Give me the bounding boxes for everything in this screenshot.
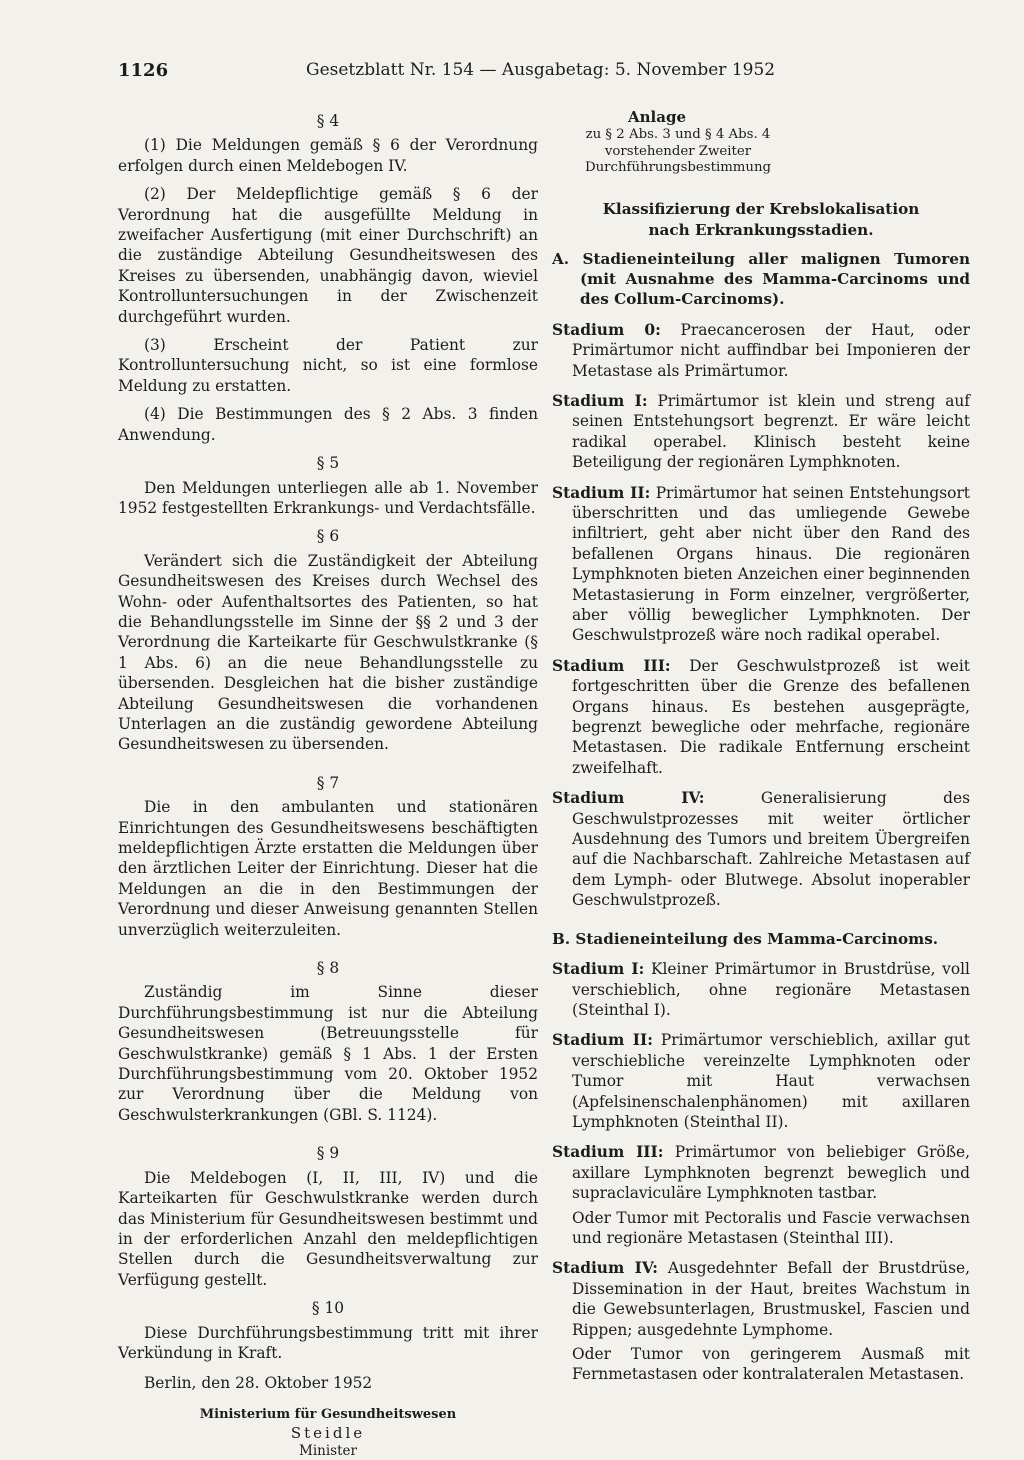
ministry-name: Ministerium für Gesundheitswesen: [199, 1406, 457, 1422]
stage-text: Ausgedehnter Befall der Brustdrüse, Dissemination in der Haut, breites Wachstum in die Gewebsunterlagen, Brustmuskel, Fascien und Rippen; ausgedehnte Lymphome.: [572, 1259, 970, 1339]
stage-text: Praecancerosen der Haut, oder Primärtumor nicht auffindbar bei Imponieren der Metastase als Primärtumor.: [572, 320, 970, 380]
paragraph: (2) Der Meldepflichtige gemäß § 6 der Verordnung hat die ausgefüllte Meldung in zweifacher Ausfertigung (mit einer Durchschrift) an die zuständige Abteilung Gesundheitswesen des Kreises zu übersenden, unabhängig davon, wieviel Kontrolluntersuchungen in der Zwischenzeit durchgeführt wurden.: [118, 185, 538, 326]
page-number: 1126: [118, 60, 169, 81]
stage-entry: [552, 959, 970, 1020]
stage-text: Generalisierung des Geschwulstprozesses mit weiter örtlicher Ausdehnung des Tumors und breitem Übergreifen auf die Nachbarschaft. Zahlreiche Metastasen auf dem Lymph- oder Blutwege. Absolut inoperabler Geschwulstprozeß.: [572, 789, 970, 910]
section-heading: § 4: [316, 112, 340, 130]
running-head: Gesetzblatt Nr. 154 — Ausgabetag: 5. November 1952: [306, 60, 776, 80]
stage-continuation: Oder Tumor mit Pectoralis und Fascie verwachsen und regionäre Metastasen (Steinthal III).: [572, 1208, 970, 1247]
paragraph: (3) Erscheint der Patient zur Kontrolluntersuchung nicht, so ist eine formlose Meldung zu erstatten.: [118, 336, 538, 395]
stage-text: Primärtumor ist klein und streng auf seinen Entstehungsort begrenzt. Er wäre leicht radikal operabel. Klinisch besteht keine Beteiligung der regionären Lymphknoten.: [572, 391, 970, 472]
stage-text: Primärtumor verschieblich, axillar gut verschiebliche vereinzelte Lymphknoten oder Tumor mit Haut verwachsen (Apfelsinenschalenphänomen) mit axillaren Lymphknoten (Steinthal II).: [572, 1031, 970, 1131]
paragraph: Die Meldebogen (I, II, III, IV) und die Karteikarten für Geschwulstkranke werden durch das Ministerium für Gesundheitswesen bestimmt und in der erforderlichen Anzahl den meldepflichtigen Stellen durch die Gesundheitsverwaltung zur Verfügung gestellt.: [118, 1168, 538, 1289]
paragraph: (4) Die Bestimmungen des § 2 Abs. 3 finden Anwendung.: [118, 405, 538, 444]
paragraph: Verändert sich die Zuständigkeit der Abteilung Gesundheitswesen des Kreises durch Wechsel des Wohn- oder Aufenthaltsortes des Patienten, so hat die Behandlungsstelle im Sinne der §§ 2 und 3 der Verordnung die Karteikarte für Geschwulstkranke (§ 1 Abs. 6) an die neue Behandlungsstelle zu übersenden. Desgleichen hat die bisher zuständige Abteilung Gesundheitswesen die vorhandenen Unterlagen an die zuständig gewordene Abteilung Gesundheitswesen zu übersenden.: [118, 551, 538, 754]
stage-label: Stadium I:: [552, 391, 648, 410]
stage-entry: [552, 1030, 970, 1132]
section-heading: § 6: [316, 527, 340, 546]
signer-name: Steidle: [290, 1423, 366, 1442]
section-heading: § 8: [316, 959, 340, 978]
stage-entry: [552, 1142, 970, 1203]
paragraph: Den Meldungen unterliegen alle ab 1. November 1952 festgestellten Erkrankungs- und Verdachtsfälle.: [118, 478, 538, 517]
stage-text: Der Geschwulstprozeß ist weit fortgeschritten über die Grenze des befallenen Organs hinaus. Es bestehen ausgeprägte, begrenzt bewegliche oder mehrfache, regionäre Metastasen. Die radikale Entfernung erscheint zweifelhaft.: [572, 656, 970, 777]
stage-continuation: Oder Tumor von geringerem Ausmaß mit Fernmetastasen oder kontralateralen Metastasen.: [572, 1345, 970, 1384]
paragraph: Die in den ambulanten und stationären Einrichtungen des Gesundheitswesens beschäftigten meldepflichtigen Ärzte erstatten die Meldungen über den ärztlichen Leiter der Einrichtung. Dieser hat die Meldungen an die in den Bestimmungen der Verordnung und dieser Anweisung genannten Stellen unverzüglich weiterzuleiten.: [118, 798, 538, 939]
section-heading: § 10: [311, 1299, 345, 1318]
classification-heading-line1: Klassifizierung der Krebslokalisation: [602, 199, 920, 218]
stage-label: Stadium III:: [552, 656, 671, 675]
section-heading: § 9: [316, 1144, 340, 1163]
stage-entry: [552, 656, 970, 778]
date-line: Berlin, den 28. Oktober 1952: [144, 1374, 373, 1393]
stage-entry: [552, 1258, 970, 1340]
paragraph: (1) Die Meldungen gemäß § 6 der Verordnung erfolgen durch einen Meldebogen IV.: [118, 136, 538, 175]
right-column: [552, 105, 970, 1395]
stage-label: Stadium III:: [552, 1143, 664, 1162]
signer-role: Minister: [299, 1442, 357, 1459]
stage-entry: [552, 391, 970, 473]
section-heading: § 7: [316, 773, 340, 792]
paragraph: Zuständig im Sinne dieser Durchführungsbestimmung ist nur die Abteilung Gesundheitswesen (Betreuungsstelle für Geschwulstkranke) gemäß § 1 Abs. 1 der Ersten Durchführungsbestimmung vom 20. Oktober 1952 zur Verordnung über die Meldung von Geschwulsterkrankungen (GBl. S. 1124).: [118, 983, 538, 1124]
stage-text: Kleiner Primärtumor in Brustdrüse, voll verschieblich, ohne regionäre Metastasen (Steinthal I).: [572, 960, 970, 1019]
classification-heading-line2: nach Erkrankungsstadien.: [648, 220, 874, 239]
stage-text: Primärtumor von beliebiger Größe, axillare Lymphknoten begrenzt beweglich und supraclaviculäre Lymphknoten tastbar.: [572, 1143, 970, 1203]
stage-entry: [552, 320, 970, 381]
annex-subtitle: zu § 2 Abs. 3 und § 4 Abs. 4 vorstehender Zweiter Durchführungsbestimmung: [584, 127, 772, 175]
stage-label: Stadium II:: [552, 483, 651, 502]
stage-entry: [552, 483, 970, 646]
part-a-heading: A. Stadieneinteilung aller malignen Tumoren (mit Ausnahme des Mamma-Carcinoms und des Collum-Carcinoms).: [552, 249, 970, 309]
left-column: [118, 105, 538, 1460]
section-heading: § 5: [316, 454, 340, 473]
annex-title: Anlage: [628, 108, 686, 126]
stage-label: Stadium II:: [552, 1031, 653, 1050]
stage-label: Stadium IV:: [552, 1259, 658, 1278]
stage-label: Stadium 0:: [552, 320, 661, 339]
paragraph: Diese Durchführungsbestimmung tritt mit ihrer Verkündung in Kraft.: [118, 1323, 538, 1362]
part-b-heading: B. Stadieneinteilung des Mamma-Carcinoms.: [552, 929, 939, 948]
stage-entry: [552, 788, 970, 910]
stage-label: Stadium IV:: [552, 789, 705, 808]
stage-label: Stadium I:: [552, 960, 645, 979]
stage-text: Primärtumor hat seinen Entstehungsort überschritten und das umliegende Gewebe infiltriert, geht aber nicht über den Rand des befallenen Organs hinaus. Die regionären Lymphknoten bieten Anzeichen einer beginnenden Metastasierung in Form einzelner, vergrößerter, aber völlig beweglicher Lymphknoten. Der Geschwulstprozeß wäre noch radikal operabel.: [572, 483, 970, 645]
classification-heading: [552, 199, 970, 241]
